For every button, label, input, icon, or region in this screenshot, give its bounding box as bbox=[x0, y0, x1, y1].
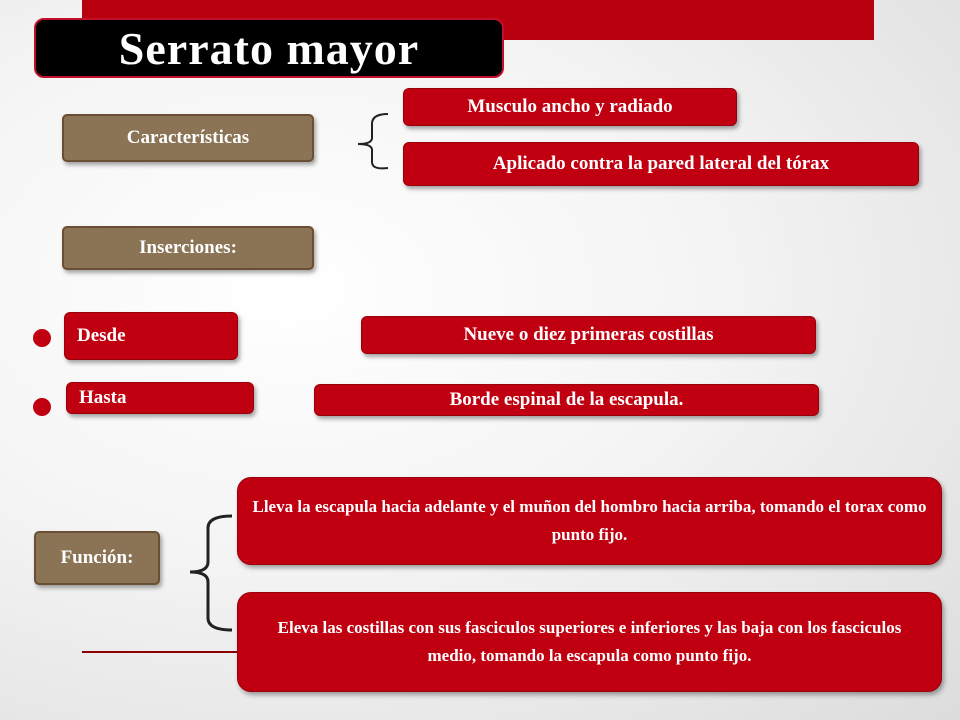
desde-value: Nueve o diez primeras costillas bbox=[361, 316, 816, 354]
desde-label: Desde bbox=[64, 312, 238, 360]
divider-line bbox=[82, 651, 242, 653]
caracteristica-item-1: Musculo ancho y radiado bbox=[403, 88, 737, 126]
inserciones-label: Inserciones: bbox=[62, 226, 314, 270]
hasta-label: Hasta bbox=[66, 382, 254, 414]
caracteristicas-label: Características bbox=[62, 114, 314, 162]
funcion-label: Función: bbox=[34, 531, 160, 585]
bullet-hasta bbox=[33, 398, 51, 416]
caracteristica-item-2: Aplicado contra la pared lateral del tórax bbox=[403, 142, 919, 186]
bullet-desde bbox=[33, 329, 51, 347]
slide-title: Serrato mayor bbox=[34, 18, 504, 78]
caracteristicas-brace bbox=[338, 110, 398, 170]
funcion-item-2: Eleva las costillas con sus fasciculos superiores e inferiores y las baja con los fasciculos medio, tomando la escapula como punto fijo. bbox=[237, 592, 942, 692]
hasta-value: Borde espinal de la escapula. bbox=[314, 384, 819, 416]
funcion-item-1: Lleva la escapula hacia adelante y el muñon del hombro hacia arriba, tomando el torax como punto fijo. bbox=[237, 477, 942, 565]
